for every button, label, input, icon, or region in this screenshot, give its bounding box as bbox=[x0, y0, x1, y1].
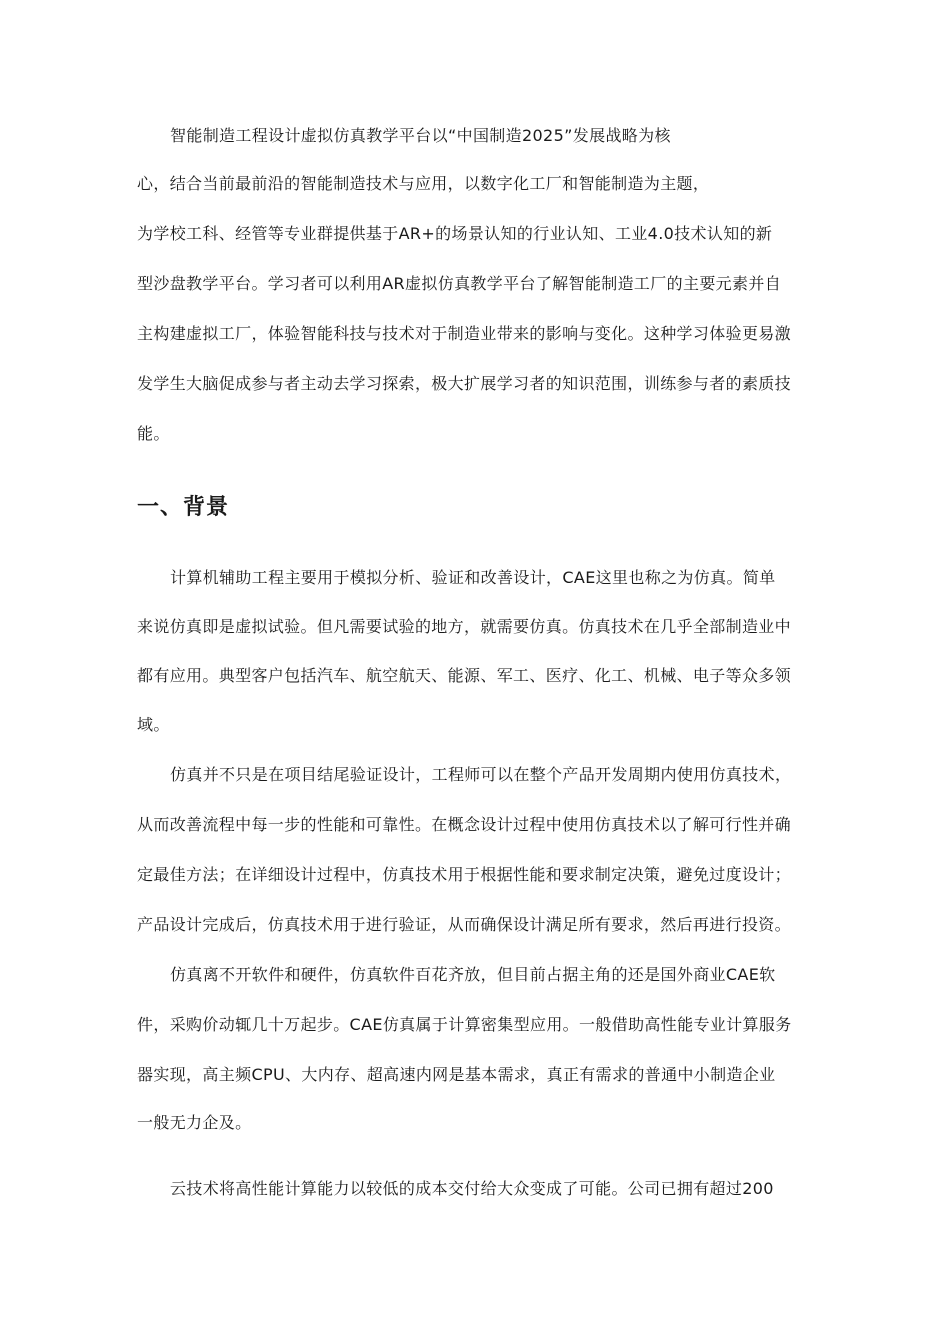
para2-line-2: 从而改善流程中每一步的性能和可靠性。在概念设计过程中使用仿真技术以了解可行性并确 bbox=[137, 815, 792, 834]
para3-line-2: 件，采购价动辄几十万起步。CAE仿真属于计算密集型应用。一般借助高性能专业计算服务 bbox=[137, 1015, 792, 1034]
para3-line-3: 器实现，高主频CPU、大内存、超高速内网是基本需求，真正有需求的普通中小制造企业 bbox=[137, 1065, 776, 1084]
para2-line-1: 仿真并不只是在项目结尾验证设计，工程师可以在整个产品开发周期内使用仿真技术， bbox=[170, 765, 792, 784]
intro-line-1: 智能制造工程设计虚拟仿真教学平台以“中国制造2025”发展战略为核 bbox=[170, 126, 671, 145]
section-heading: 一、背景 bbox=[137, 495, 230, 520]
intro-line-6: 发学生大脑促成参与者主动去学习探索，极大扩展学习者的知识范围，训练参与者的素质技 bbox=[137, 374, 792, 393]
intro-line-5: 主构建虚拟工厂，体验智能科技与技术对于制造业带来的影响与变化。这种学习体验更易激 bbox=[137, 324, 792, 343]
para1-line-1: 计算机辅助工程主要用于模拟分析、验证和改善设计，CAE这里也称之为仿真。简单 bbox=[170, 568, 776, 587]
para2-line-4: 产品设计完成后，仿真技术用于进行验证，从而确保设计满足所有要求，然后再进行投资。 bbox=[137, 915, 792, 934]
intro-line-7: 能。 bbox=[137, 424, 170, 443]
para1-line-4: 域。 bbox=[137, 715, 170, 734]
para3-line-1: 仿真离不开软件和硬件，仿真软件百花齐放，但目前占据主角的还是国外商业CAE软 bbox=[170, 965, 776, 984]
para2-line-3: 定最佳方法；在详细设计过程中，仿真技术用于根据性能和要求制定决策，避免过度设计； bbox=[137, 865, 792, 884]
intro-line-3: 为学校工科、经管等专业群提供基于AR+的场景认知的行业认知、工业4.0技术认知的新 bbox=[137, 224, 773, 243]
para1-line-3: 都有应用。典型客户包括汽车、航空航天、能源、军工、医疗、化工、机械、电子等众多领 bbox=[137, 666, 792, 685]
para4-line-1: 云技术将高性能计算能力以较低的成本交付给大众变成了可能。公司已拥有超过200 bbox=[170, 1179, 774, 1198]
intro-line-2: 心，结合当前最前沿的智能制造技术与应用，以数字化工厂和智能制造为主题， bbox=[137, 174, 710, 193]
para1-line-2: 来说仿真即是虚拟试验。但凡需要试验的地方，就需要仿真。仿真技术在几乎全部制造业中 bbox=[137, 617, 792, 636]
intro-line-4: 型沙盘教学平台。学习者可以利用AR虚拟仿真教学平台了解智能制造工厂的主要元素并自 bbox=[137, 274, 782, 293]
para3-line-4: 一般无力企及。 bbox=[137, 1113, 252, 1132]
